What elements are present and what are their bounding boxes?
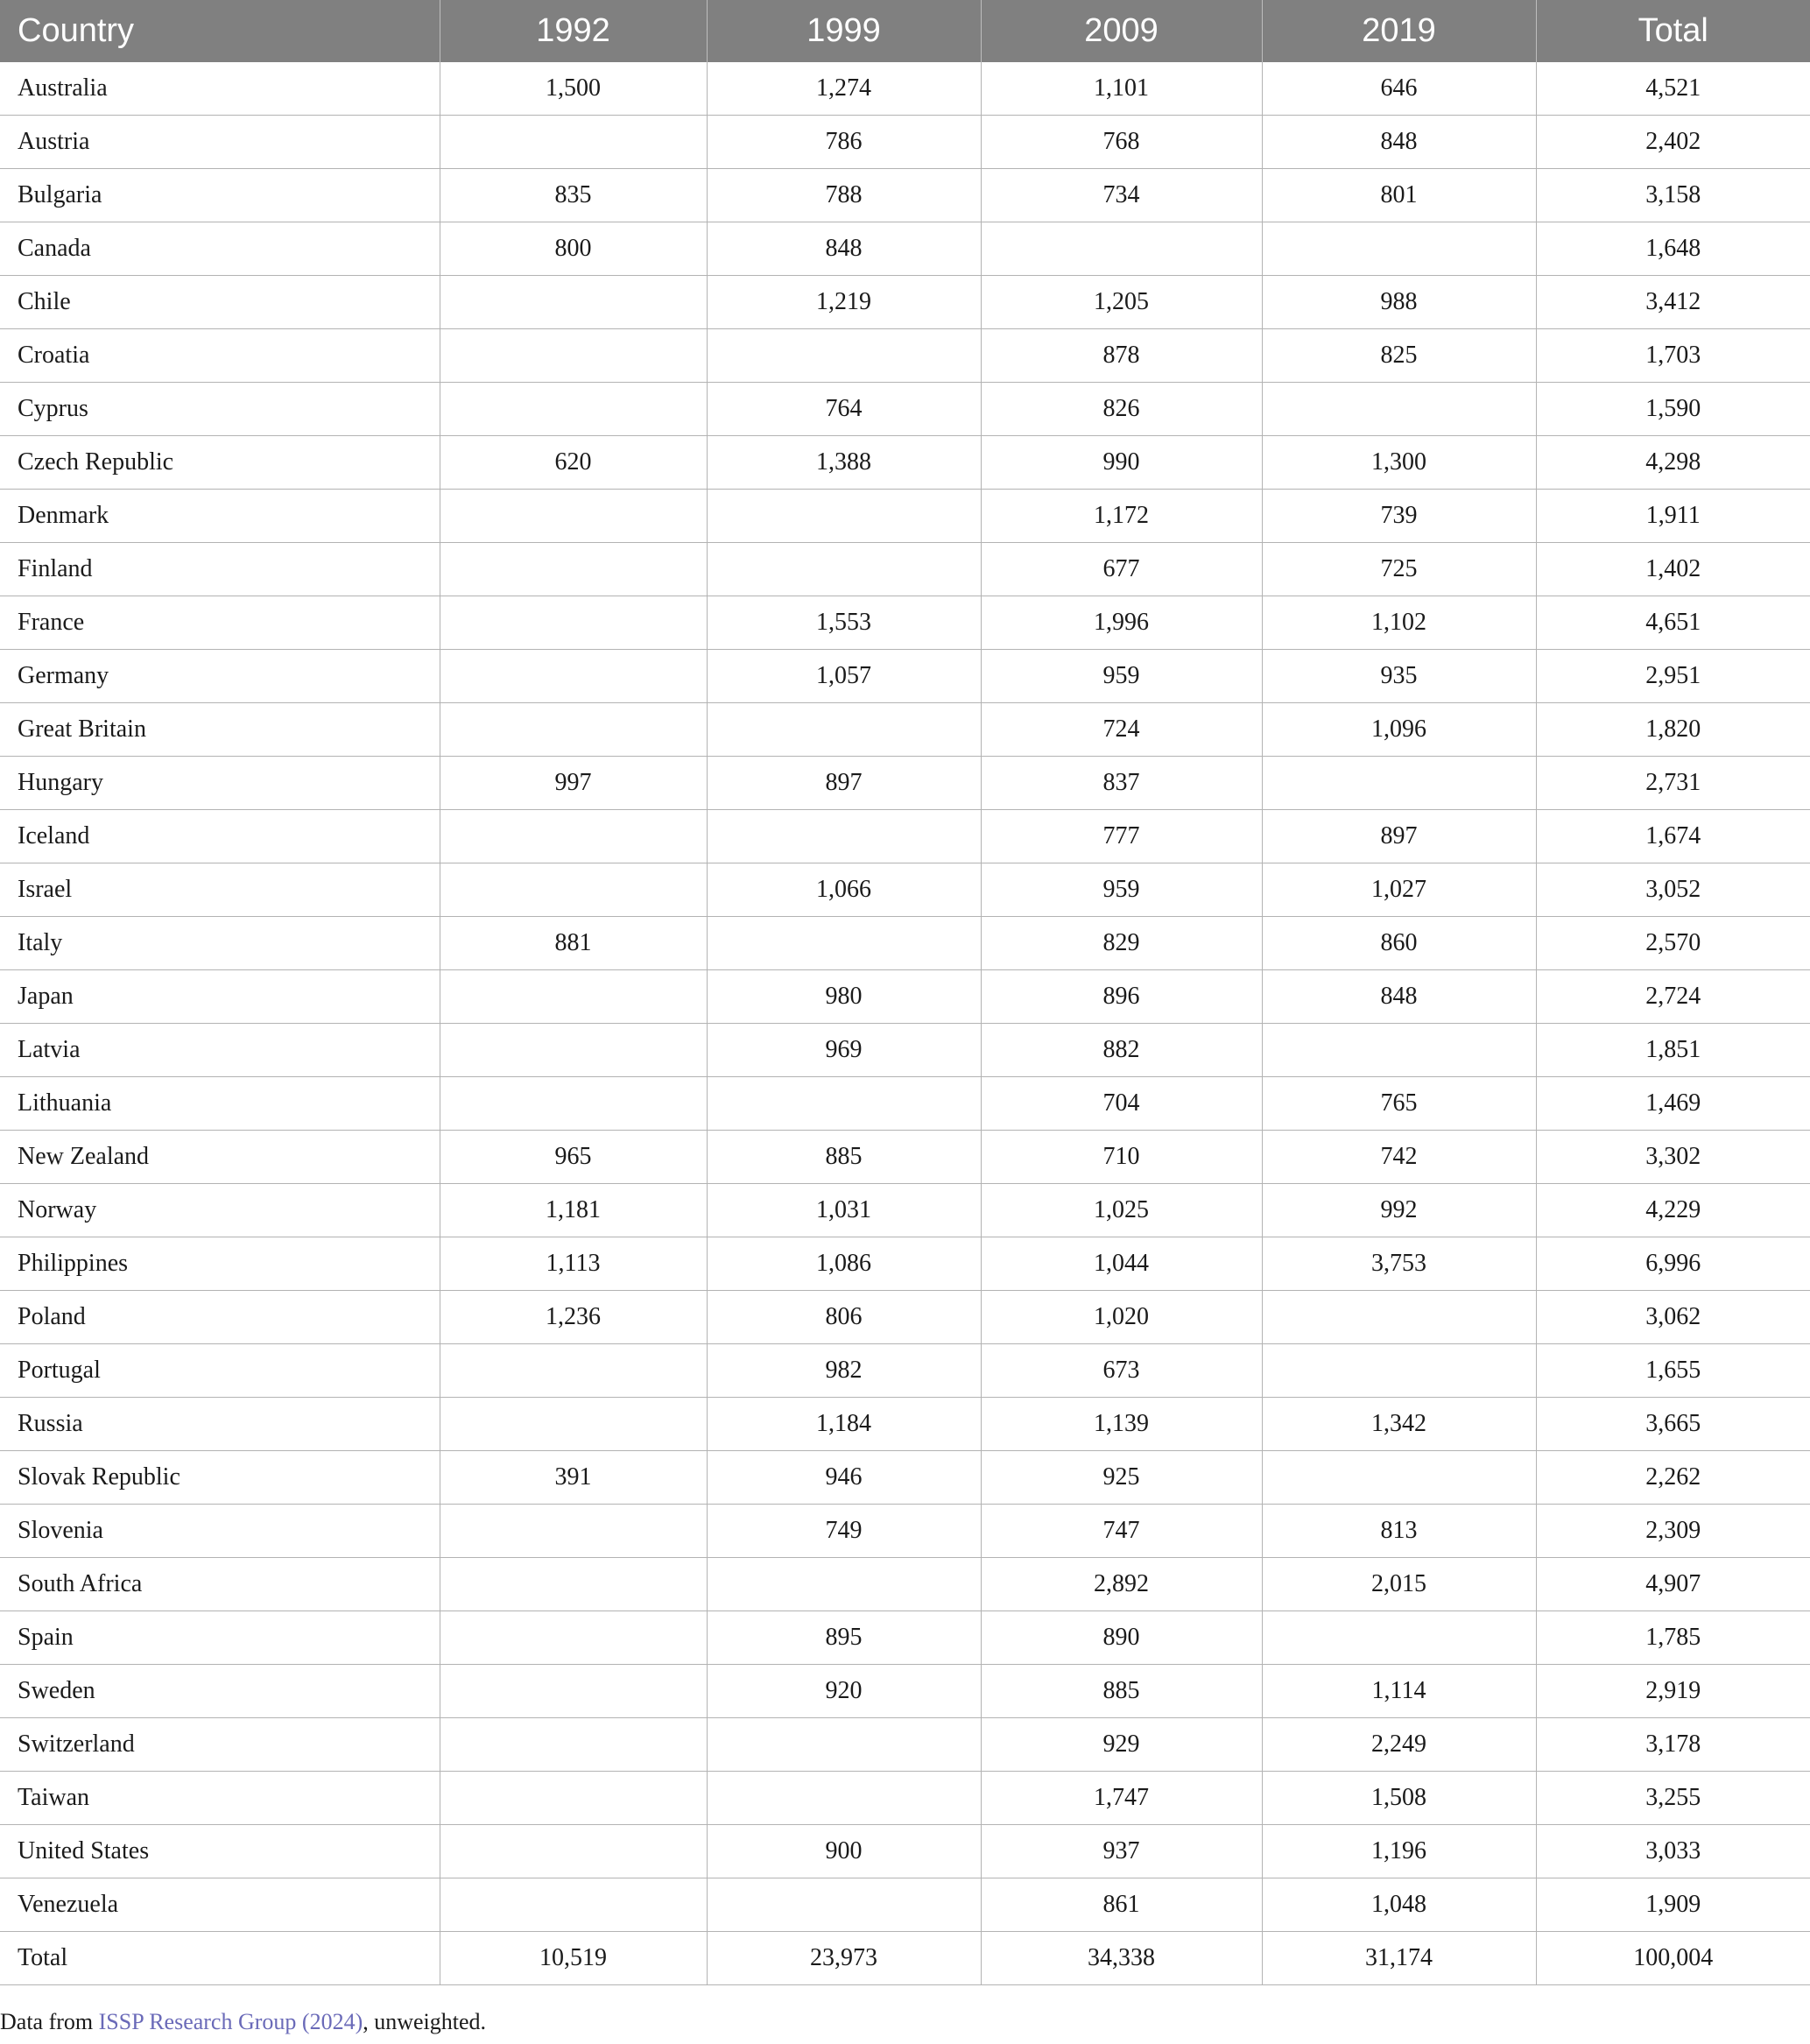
value-cell [707,1077,981,1131]
value-cell: 801 [1262,169,1536,222]
table-row [0,276,1810,329]
column-header: 2019 [1262,0,1536,62]
value-cell: 997 [440,757,707,810]
value-cell: 734 [981,169,1262,222]
table-row [0,810,1810,863]
country-cell: South Africa [0,1558,440,1611]
value-cell: 980 [707,970,981,1024]
value-cell: 4,229 [1536,1184,1810,1237]
value-cell: 747 [981,1505,1262,1558]
value-cell [440,1772,707,1825]
value-cell: 935 [1262,650,1536,703]
value-cell: 1,025 [981,1184,1262,1237]
country-cell: Slovak Republic [0,1451,440,1505]
table-row [0,1772,1810,1825]
value-cell [440,863,707,917]
value-cell: 1,911 [1536,490,1810,543]
table-row [0,436,1810,490]
country-cell: Total [0,1932,440,1985]
value-cell: 2,249 [1262,1718,1536,1772]
value-cell [707,543,981,596]
value-cell: 895 [707,1611,981,1665]
value-cell [440,1611,707,1665]
value-cell: 829 [981,917,1262,970]
value-cell: 3,158 [1536,169,1810,222]
table-row [0,650,1810,703]
country-cell: Italy [0,917,440,970]
column-header: Country [0,0,440,62]
country-cell: Chile [0,276,440,329]
value-cell: 4,521 [1536,62,1810,116]
value-cell [707,810,981,863]
value-cell: 1,996 [981,596,1262,650]
table-row [0,757,1810,810]
country-cell: Venezuela [0,1878,440,1932]
table-row [0,1451,1810,1505]
value-cell: 677 [981,543,1262,596]
value-cell: 1,674 [1536,810,1810,863]
value-cell: 646 [1262,62,1536,116]
country-cell: Sweden [0,1665,440,1718]
value-cell: 2,919 [1536,1665,1810,1718]
value-cell: 1,044 [981,1237,1262,1291]
value-cell: 1,113 [440,1237,707,1291]
value-cell: 882 [981,1024,1262,1077]
value-cell: 1,402 [1536,543,1810,596]
column-header: 2009 [981,0,1262,62]
value-cell: 739 [1262,490,1536,543]
value-cell: 3,033 [1536,1825,1810,1878]
value-cell [440,1505,707,1558]
value-cell: 1,274 [707,62,981,116]
value-cell: 31,174 [1262,1932,1536,1985]
country-cell: Philippines [0,1237,440,1291]
table-header [0,0,1810,62]
value-cell: 1,508 [1262,1772,1536,1825]
value-cell: 620 [440,436,707,490]
country-cell: Slovenia [0,1505,440,1558]
value-cell: 1,102 [1262,596,1536,650]
country-cell: Israel [0,863,440,917]
value-cell: 959 [981,863,1262,917]
value-cell: 788 [707,169,981,222]
value-cell: 1,648 [1536,222,1810,276]
value-cell: 1,703 [1536,329,1810,383]
country-cell: Great Britain [0,703,440,757]
value-cell: 1,048 [1262,1878,1536,1932]
table-row [0,1718,1810,1772]
value-cell: 1,172 [981,490,1262,543]
value-cell [1262,1024,1536,1077]
country-cell: Portugal [0,1344,440,1398]
value-cell: 2,892 [981,1558,1262,1611]
value-cell: 1,114 [1262,1665,1536,1718]
value-cell: 3,052 [1536,863,1810,917]
value-cell: 959 [981,650,1262,703]
table-row [0,1665,1810,1718]
value-cell: 777 [981,810,1262,863]
value-cell [1262,1611,1536,1665]
value-cell: 946 [707,1451,981,1505]
value-cell [440,490,707,543]
value-cell: 1,031 [707,1184,981,1237]
value-cell: 990 [981,436,1262,490]
value-cell [440,383,707,436]
value-cell: 813 [1262,1505,1536,1558]
value-cell: 929 [981,1718,1262,1772]
value-cell: 10,519 [440,1932,707,1985]
country-cell: Iceland [0,810,440,863]
table-row [0,1131,1810,1184]
value-cell: 885 [981,1665,1262,1718]
value-cell: 742 [1262,1131,1536,1184]
value-cell: 3,665 [1536,1398,1810,1451]
value-cell: 1,205 [981,276,1262,329]
value-cell: 1,655 [1536,1344,1810,1398]
value-cell [707,1772,981,1825]
table-row [0,116,1810,169]
value-cell: 1,086 [707,1237,981,1291]
value-cell: 1,196 [1262,1825,1536,1878]
value-cell: 897 [1262,810,1536,863]
value-cell: 920 [707,1665,981,1718]
value-cell: 1,469 [1536,1077,1810,1131]
table-row [0,1825,1810,1878]
footnote-suffix: , unweighted. [363,2009,487,2034]
table-row [0,703,1810,757]
value-cell: 1,096 [1262,703,1536,757]
value-cell: 837 [981,757,1262,810]
value-cell: 1,909 [1536,1878,1810,1932]
table-row [0,543,1810,596]
country-cell: Taiwan [0,1772,440,1825]
value-cell [440,116,707,169]
value-cell: 3,255 [1536,1772,1810,1825]
table-row [0,917,1810,970]
table-row [0,863,1810,917]
value-cell [440,703,707,757]
value-cell [1262,1291,1536,1344]
table-row [0,1291,1810,1344]
footnote-prefix: Data from [0,2009,99,2034]
table-row [0,383,1810,436]
country-cell: United States [0,1825,440,1878]
country-cell: Germany [0,650,440,703]
value-cell: 896 [981,970,1262,1024]
value-cell: 1,785 [1536,1611,1810,1665]
value-cell: 925 [981,1451,1262,1505]
value-cell [440,1344,707,1398]
value-cell [440,596,707,650]
table-row [0,1611,1810,1665]
country-cell: Czech Republic [0,436,440,490]
value-cell [440,543,707,596]
value-cell: 1,219 [707,276,981,329]
value-cell: 1,388 [707,436,981,490]
table-row [0,62,1810,116]
value-cell: 3,178 [1536,1718,1810,1772]
value-cell: 1,181 [440,1184,707,1237]
value-cell [440,810,707,863]
table-row [0,1024,1810,1077]
value-cell: 1,553 [707,596,981,650]
value-cell [440,276,707,329]
value-cell [707,703,981,757]
value-cell: 897 [707,757,981,810]
table-row [0,1184,1810,1237]
value-cell [440,1718,707,1772]
value-cell: 881 [440,917,707,970]
value-cell: 765 [1262,1077,1536,1131]
table-row [0,329,1810,383]
value-cell [1262,1451,1536,1505]
table-row [0,169,1810,222]
value-cell: 878 [981,329,1262,383]
value-cell: 724 [981,703,1262,757]
value-cell: 1,820 [1536,703,1810,757]
country-cell: Latvia [0,1024,440,1077]
value-cell [1262,222,1536,276]
value-cell: 4,907 [1536,1558,1810,1611]
table-footnote [0,2009,486,2035]
value-cell: 749 [707,1505,981,1558]
value-cell: 2,309 [1536,1505,1810,1558]
country-cell: Cyprus [0,383,440,436]
value-cell [707,329,981,383]
country-cell: Canada [0,222,440,276]
value-cell [707,1558,981,1611]
value-cell: 861 [981,1878,1262,1932]
value-cell: 2,402 [1536,116,1810,169]
country-cell: Denmark [0,490,440,543]
value-cell: 1,747 [981,1772,1262,1825]
table-row [0,970,1810,1024]
column-header: 1992 [440,0,707,62]
country-cell: Switzerland [0,1718,440,1772]
value-cell: 725 [1262,543,1536,596]
value-cell: 3,753 [1262,1237,1536,1291]
value-cell: 982 [707,1344,981,1398]
value-cell: 825 [1262,329,1536,383]
value-cell: 34,338 [981,1932,1262,1985]
country-cell: Lithuania [0,1077,440,1131]
country-cell: Hungary [0,757,440,810]
table-row [0,1237,1810,1291]
value-cell: 937 [981,1825,1262,1878]
table-row [0,490,1810,543]
value-cell: 835 [440,169,707,222]
table-row [0,1878,1810,1932]
value-cell: 885 [707,1131,981,1184]
header-row [0,0,1810,62]
value-cell: 890 [981,1611,1262,1665]
value-cell: 900 [707,1825,981,1878]
country-cell: Australia [0,62,440,116]
value-cell: 391 [440,1451,707,1505]
value-cell: 1,027 [1262,863,1536,917]
value-cell: 704 [981,1077,1262,1131]
value-cell: 3,302 [1536,1131,1810,1184]
value-cell [1262,383,1536,436]
value-cell: 826 [981,383,1262,436]
value-cell: 988 [1262,276,1536,329]
footnote-reference-link[interactable]: ISSP Research Group (2024) [98,2009,363,2034]
country-cell: Austria [0,116,440,169]
value-cell: 3,062 [1536,1291,1810,1344]
country-cell: Russia [0,1398,440,1451]
value-cell [1262,757,1536,810]
country-cell: Finland [0,543,440,596]
value-cell [1262,1344,1536,1398]
value-cell: 848 [1262,970,1536,1024]
value-cell [440,329,707,383]
value-cell: 3,412 [1536,276,1810,329]
value-cell: 2,015 [1262,1558,1536,1611]
value-cell: 4,651 [1536,596,1810,650]
value-cell [981,222,1262,276]
table-row [0,1505,1810,1558]
value-cell: 1,300 [1262,436,1536,490]
value-cell [440,1077,707,1131]
value-cell: 1,236 [440,1291,707,1344]
value-cell [707,917,981,970]
country-cell: France [0,596,440,650]
table-row [0,1558,1810,1611]
country-cell: Japan [0,970,440,1024]
country-cell: Croatia [0,329,440,383]
value-cell [440,650,707,703]
table-row [0,222,1810,276]
table-row [0,1077,1810,1131]
column-header: 1999 [707,0,981,62]
value-cell: 2,570 [1536,917,1810,970]
value-cell: 6,996 [1536,1237,1810,1291]
country-cell: Norway [0,1184,440,1237]
country-cell: Bulgaria [0,169,440,222]
value-cell: 1,590 [1536,383,1810,436]
value-cell [440,1024,707,1077]
total-row [0,1932,1810,1985]
value-cell [440,1665,707,1718]
value-cell: 1,101 [981,62,1262,116]
value-cell: 1,342 [1262,1398,1536,1451]
value-cell [440,1558,707,1611]
value-cell: 1,184 [707,1398,981,1451]
value-cell: 1,020 [981,1291,1262,1344]
value-cell: 848 [707,222,981,276]
value-cell: 100,004 [1536,1932,1810,1985]
value-cell: 969 [707,1024,981,1077]
value-cell: 764 [707,383,981,436]
value-cell [440,1878,707,1932]
value-cell: 710 [981,1131,1262,1184]
value-cell: 23,973 [707,1932,981,1985]
value-cell: 1,139 [981,1398,1262,1451]
value-cell [707,1878,981,1932]
value-cell: 4,298 [1536,436,1810,490]
country-cell: Poland [0,1291,440,1344]
value-cell: 1,500 [440,62,707,116]
value-cell: 848 [1262,116,1536,169]
value-cell: 800 [440,222,707,276]
value-cell: 2,731 [1536,757,1810,810]
column-header: Total [1536,0,1810,62]
value-cell: 2,262 [1536,1451,1810,1505]
value-cell: 2,951 [1536,650,1810,703]
value-cell: 806 [707,1291,981,1344]
country-cell: New Zealand [0,1131,440,1184]
value-cell: 992 [1262,1184,1536,1237]
value-cell: 1,066 [707,863,981,917]
value-cell: 786 [707,116,981,169]
table-body [0,62,1810,1985]
value-cell: 768 [981,116,1262,169]
country-cell: Spain [0,1611,440,1665]
value-cell [707,490,981,543]
table-row [0,1398,1810,1451]
value-cell: 2,724 [1536,970,1810,1024]
value-cell [440,970,707,1024]
value-cell [440,1398,707,1451]
value-cell: 860 [1262,917,1536,970]
value-cell: 1,057 [707,650,981,703]
value-cell: 673 [981,1344,1262,1398]
value-cell: 1,851 [1536,1024,1810,1077]
value-cell: 965 [440,1131,707,1184]
value-cell [707,1718,981,1772]
table-row [0,1344,1810,1398]
table-row [0,596,1810,650]
value-cell [440,1825,707,1878]
